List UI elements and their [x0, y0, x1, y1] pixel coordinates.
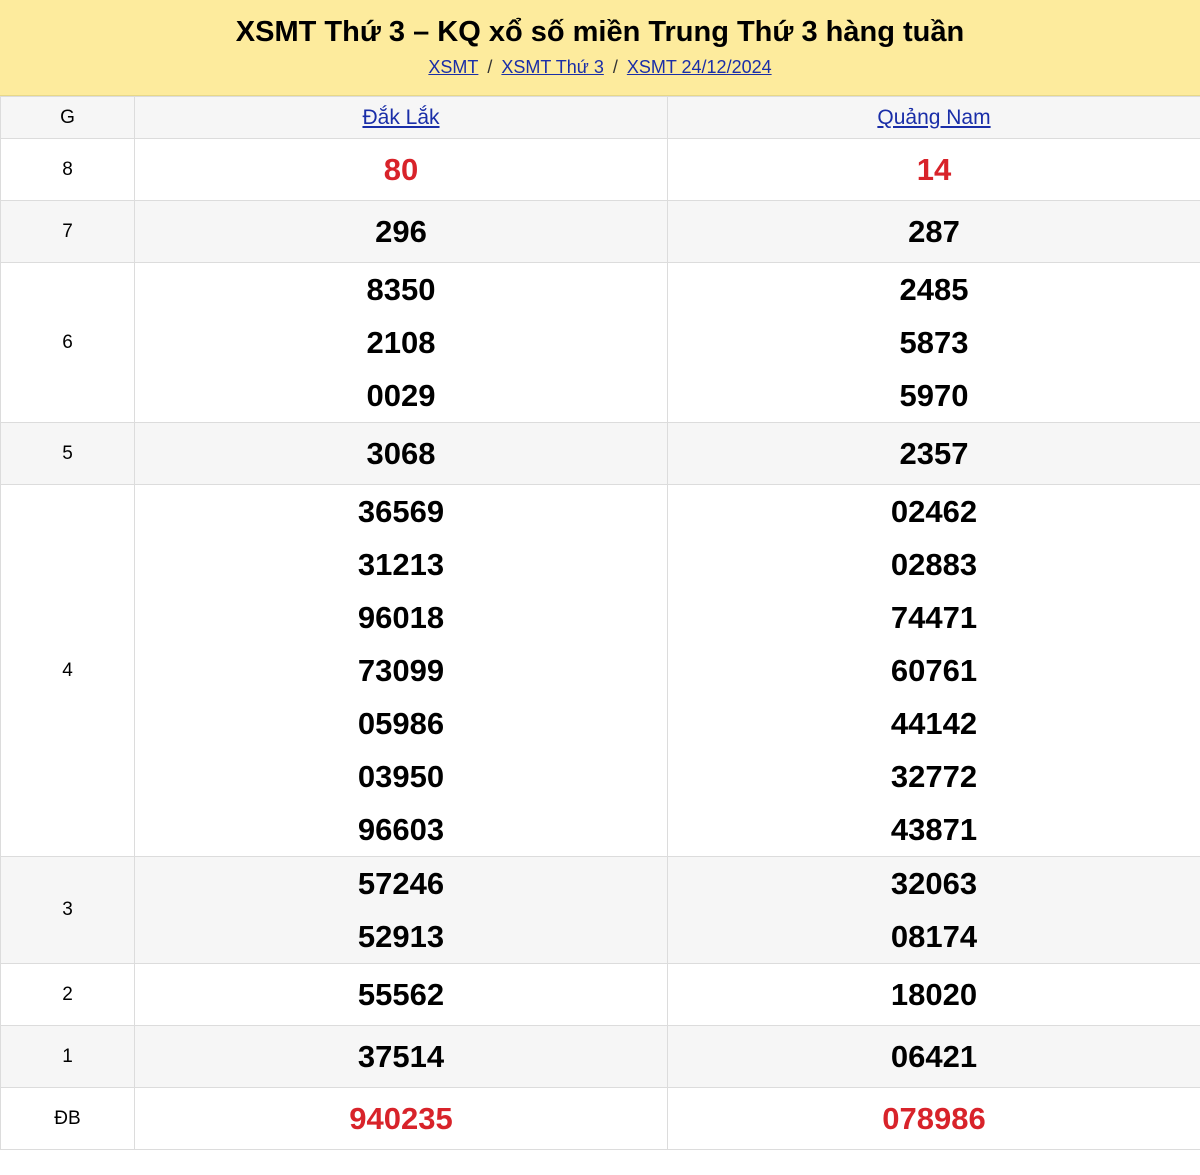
- result-number: 73099: [357, 653, 445, 688]
- breadcrumb-link-xsmt-thu-3[interactable]: XSMT Thứ 3: [501, 57, 604, 77]
- result-cell-province-1: [135, 1088, 668, 1150]
- result-number: 36569: [357, 494, 445, 529]
- result-cell-province-1: [135, 139, 668, 201]
- prize-label: 4: [1, 485, 135, 857]
- result-cell-province-2: [668, 201, 1200, 263]
- result-number: 02462: [890, 494, 978, 529]
- column-header-province-2: [668, 97, 1200, 139]
- table-row: [1, 964, 1200, 1026]
- page-header: [0, 0, 1200, 96]
- result-number: 14: [916, 152, 952, 187]
- result-number: 60761: [890, 653, 978, 688]
- result-cell-province-1: [135, 423, 668, 485]
- table-header-row: [1, 97, 1200, 139]
- prize-label: 8: [1, 139, 135, 201]
- result-number: 2485: [899, 272, 969, 307]
- breadcrumb: [0, 56, 1200, 78]
- prize-label: 1: [1, 1026, 135, 1088]
- table-row: [1, 485, 1200, 857]
- result-number: 06421: [890, 1039, 978, 1074]
- prize-label: 3: [1, 857, 135, 964]
- prize-label: 7: [1, 201, 135, 263]
- table-row: [1, 139, 1200, 201]
- results-table: [0, 96, 1200, 1150]
- result-cell-province-1: [135, 485, 668, 857]
- result-number: 2108: [366, 325, 436, 360]
- prize-label: 2: [1, 964, 135, 1026]
- result-number: 08174: [890, 919, 978, 954]
- breadcrumb-link-xsmt-date[interactable]: XSMT 24/12/2024: [626, 57, 772, 77]
- result-number: 32063: [890, 866, 978, 901]
- table-row: [1, 263, 1200, 423]
- prize-label: 6: [1, 263, 135, 423]
- prize-label: ĐB: [1, 1088, 135, 1150]
- result-number: 96603: [357, 812, 445, 847]
- result-cell-province-1: [135, 1026, 668, 1088]
- result-cell-province-2: [668, 139, 1200, 201]
- prize-label: 5: [1, 423, 135, 485]
- table-row: [1, 201, 1200, 263]
- result-number: 57246: [357, 866, 445, 901]
- result-number: 52913: [357, 919, 445, 954]
- result-number: 96018: [357, 600, 445, 635]
- result-cell-province-1: [135, 857, 668, 964]
- province-link-quang-nam[interactable]: Quảng Nam: [877, 105, 991, 129]
- province-link-dak-lak[interactable]: Đắk Lắk: [362, 105, 440, 129]
- result-number: 31213: [357, 547, 445, 582]
- result-number: 287: [908, 214, 960, 249]
- result-number: 55562: [357, 977, 445, 1012]
- result-cell-province-2: [668, 857, 1200, 964]
- result-number: 44142: [890, 706, 978, 741]
- result-number: 5970: [899, 378, 969, 413]
- result-cell-province-2: [668, 1088, 1200, 1150]
- result-cell-province-1: [135, 964, 668, 1026]
- result-cell-province-2: [668, 485, 1200, 857]
- table-row: [1, 1026, 1200, 1088]
- table-row: [1, 857, 1200, 964]
- result-number: 5873: [899, 325, 969, 360]
- result-number: 43871: [890, 812, 978, 847]
- column-header-prize: G: [1, 97, 135, 139]
- jackpot-number: 078986: [882, 1101, 986, 1136]
- result-number: 02883: [890, 547, 978, 582]
- breadcrumb-separator: /: [612, 57, 618, 77]
- result-cell-province-2: [668, 263, 1200, 423]
- result-cell-province-2: [668, 423, 1200, 485]
- column-header-province-1: [135, 97, 668, 139]
- page-title: XSMT Thứ 3 – KQ xổ số miền Trung Thứ 3 hàng tuần: [235, 16, 965, 48]
- result-number: 05986: [357, 706, 445, 741]
- result-number: 74471: [890, 600, 978, 635]
- table-row: [1, 1088, 1200, 1150]
- result-number: 37514: [357, 1039, 445, 1074]
- table-row: [1, 423, 1200, 485]
- result-number: 296: [375, 214, 427, 249]
- result-cell-province-2: [668, 964, 1200, 1026]
- result-number: 18020: [890, 977, 978, 1012]
- result-number: 03950: [357, 759, 445, 794]
- result-cell-province-2: [668, 1026, 1200, 1088]
- result-cell-province-1: [135, 263, 668, 423]
- result-number: 8350: [366, 272, 436, 307]
- result-cell-province-1: [135, 201, 668, 263]
- breadcrumb-link-xsmt[interactable]: XSMT: [428, 57, 479, 77]
- result-number: 0029: [366, 378, 436, 413]
- result-number: 3068: [366, 436, 436, 471]
- jackpot-number: 940235: [349, 1101, 453, 1136]
- result-number: 80: [383, 152, 419, 187]
- result-number: 2357: [899, 436, 969, 471]
- breadcrumb-separator: /: [487, 57, 493, 77]
- result-number: 32772: [890, 759, 978, 794]
